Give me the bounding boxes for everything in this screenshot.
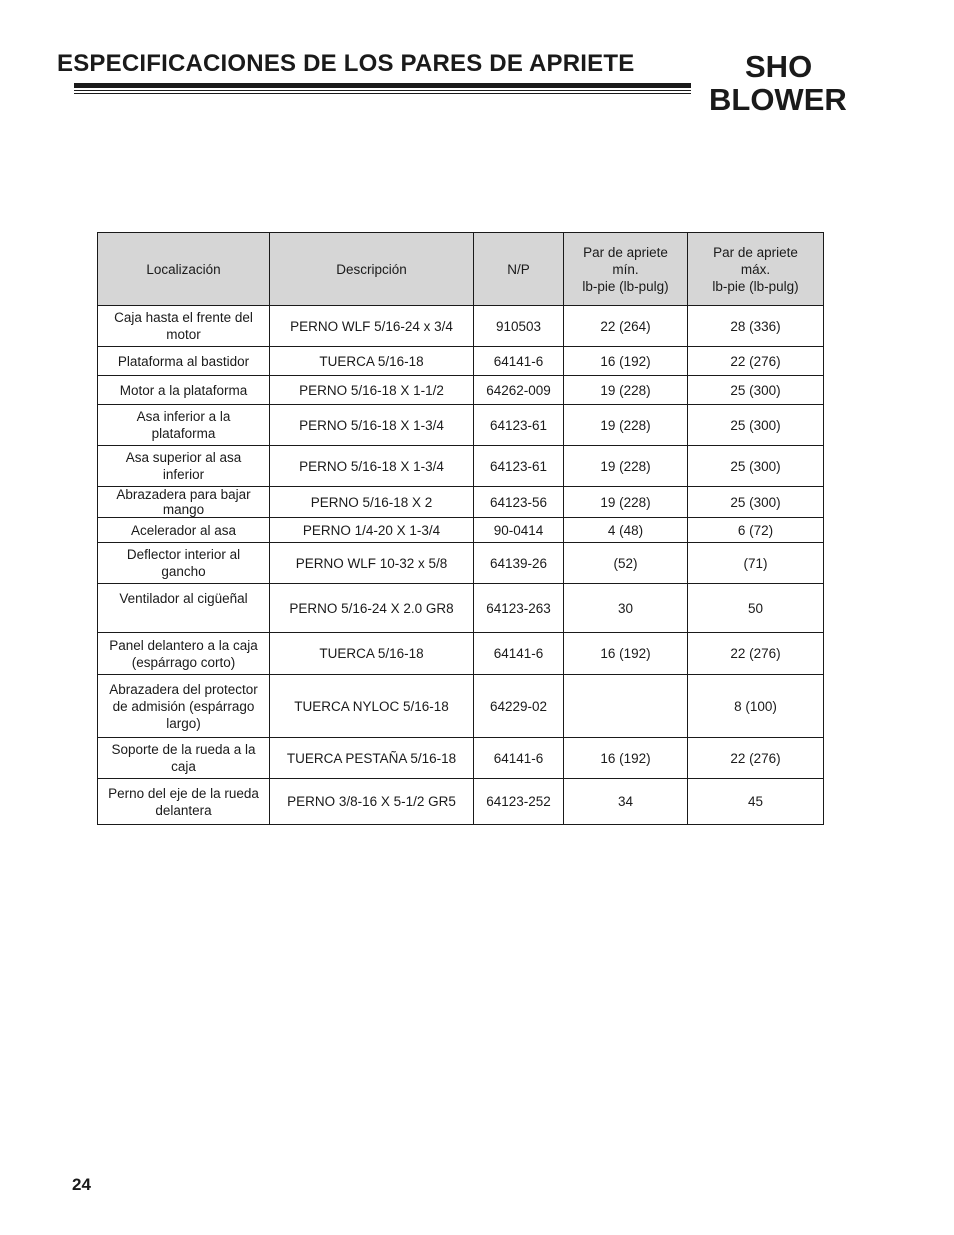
cell-max-torque: 6 (72) (688, 518, 824, 543)
cell-max-torque: 22 (276) (688, 347, 824, 376)
cell-min-torque (564, 675, 688, 738)
table-row (98, 446, 824, 487)
cell-description: PERNO 5/16-18 X 2 (270, 487, 474, 518)
cell-description: PERNO 5/16-18 X 1-1/2 (270, 376, 474, 405)
header-max-torque: Par de apriete máx. lb-pie (lb-pulg) (688, 233, 824, 306)
page-number: 24 (72, 1175, 91, 1194)
cell-description: TUERCA PESTAÑA 5/16-18 (270, 738, 474, 779)
cell-location: Panel delantero a la caja (espárrago corto) (98, 633, 270, 675)
cell-max-torque: 25 (300) (688, 405, 824, 446)
cell-description: TUERCA NYLOC 5/16-18 (270, 675, 474, 738)
cell-description: PERNO 3/8-16 X 5-1/2 GR5 (270, 779, 474, 825)
cell-part-number: 64141-6 (474, 347, 564, 376)
cell-min-torque: 16 (192) (564, 738, 688, 779)
cell-description: PERNO 1/4-20 X 1-3/4 (270, 518, 474, 543)
cell-max-torque: (71) (688, 543, 824, 584)
cell-max-torque: 25 (300) (688, 376, 824, 405)
table-header-row (98, 233, 824, 306)
cell-part-number: 64123-61 (474, 446, 564, 487)
cell-part-number: 910503 (474, 306, 564, 347)
cell-part-number: 64141-6 (474, 738, 564, 779)
cell-min-torque: 16 (192) (564, 347, 688, 376)
cell-location: Asa superior al asa inferior (98, 446, 270, 487)
cell-location: Asa inferior a la plataforma (98, 405, 270, 446)
cell-part-number: 64139-26 (474, 543, 564, 584)
cell-max-torque: 8 (100) (688, 675, 824, 738)
cell-min-torque: 19 (228) (564, 487, 688, 518)
table-row (98, 543, 824, 584)
cell-min-torque: 34 (564, 779, 688, 825)
cell-description: PERNO 5/16-18 X 1-3/4 (270, 405, 474, 446)
cell-min-torque: 19 (228) (564, 376, 688, 405)
cell-location: Plataforma al bastidor (98, 347, 270, 376)
table-row (98, 347, 824, 376)
table-row (98, 518, 824, 543)
table-row (98, 675, 824, 738)
cell-min-torque: 4 (48) (564, 518, 688, 543)
cell-min-torque: 16 (192) (564, 633, 688, 675)
cell-max-torque: 25 (300) (688, 446, 824, 487)
cell-location: Ventilador al cigüeñal (98, 584, 270, 633)
cell-description: PERNO 5/16-24 X 2.0 GR8 (270, 584, 474, 633)
cell-description: TUERCA 5/16-18 (270, 633, 474, 675)
cell-location: Motor a la plataforma (98, 376, 270, 405)
table-row (98, 405, 824, 446)
cell-location: Caja hasta el frente del motor (98, 306, 270, 347)
cell-min-torque: 30 (564, 584, 688, 633)
cell-location: Abrazadera del protector de admisión (espárrago largo) (98, 675, 270, 738)
cell-min-torque: 19 (228) (564, 446, 688, 487)
cell-location: Abrazadera para bajar mango (98, 487, 270, 518)
cell-description: TUERCA 5/16-18 (270, 347, 474, 376)
cell-part-number: 64123-252 (474, 779, 564, 825)
header-location: Localización (98, 233, 270, 306)
cell-description: PERNO WLF 5/16-24 x 3/4 (270, 306, 474, 347)
cell-part-number: 64123-263 (474, 584, 564, 633)
table-row (98, 779, 824, 825)
table-row (98, 633, 824, 675)
title-underline (74, 83, 691, 94)
cell-max-torque: 28 (336) (688, 306, 824, 347)
cell-description: PERNO 5/16-18 X 1-3/4 (270, 446, 474, 487)
table-row (98, 376, 824, 405)
cell-max-torque: 22 (276) (688, 738, 824, 779)
cell-min-torque: 19 (228) (564, 405, 688, 446)
cell-min-torque: 22 (264) (564, 306, 688, 347)
product-name-line1: SHO (745, 49, 813, 84)
cell-part-number: 64262-009 (474, 376, 564, 405)
page-title: ESPECIFICACIONES DE LOS PARES DE APRIETE (57, 50, 635, 77)
table-row (98, 487, 824, 518)
cell-location: Soporte de la rueda a la caja (98, 738, 270, 779)
cell-description: PERNO WLF 10-32 x 5/8 (270, 543, 474, 584)
cell-max-torque: 25 (300) (688, 487, 824, 518)
cell-part-number: 64123-56 (474, 487, 564, 518)
torque-spec-table (97, 232, 824, 825)
table-row (98, 584, 824, 633)
table-row (98, 306, 824, 347)
cell-location: Perno del eje de la rueda delantera (98, 779, 270, 825)
cell-location: Deflector interior al gancho (98, 543, 270, 584)
cell-location: Acelerador al asa (98, 518, 270, 543)
product-name (709, 50, 847, 116)
cell-min-torque: (52) (564, 543, 688, 584)
header-description: Descripción (270, 233, 474, 306)
header-part-number: N/P (474, 233, 564, 306)
cell-max-torque: 45 (688, 779, 824, 825)
cell-part-number: 64229-02 (474, 675, 564, 738)
table-row (98, 738, 824, 779)
cell-part-number: 90-0414 (474, 518, 564, 543)
cell-max-torque: 50 (688, 584, 824, 633)
header-min-torque: Par de apriete mín. lb-pie (lb-pulg) (564, 233, 688, 306)
cell-part-number: 64123-61 (474, 405, 564, 446)
cell-part-number: 64141-6 (474, 633, 564, 675)
cell-max-torque: 22 (276) (688, 633, 824, 675)
product-name-line2: BLOWER (709, 82, 847, 117)
